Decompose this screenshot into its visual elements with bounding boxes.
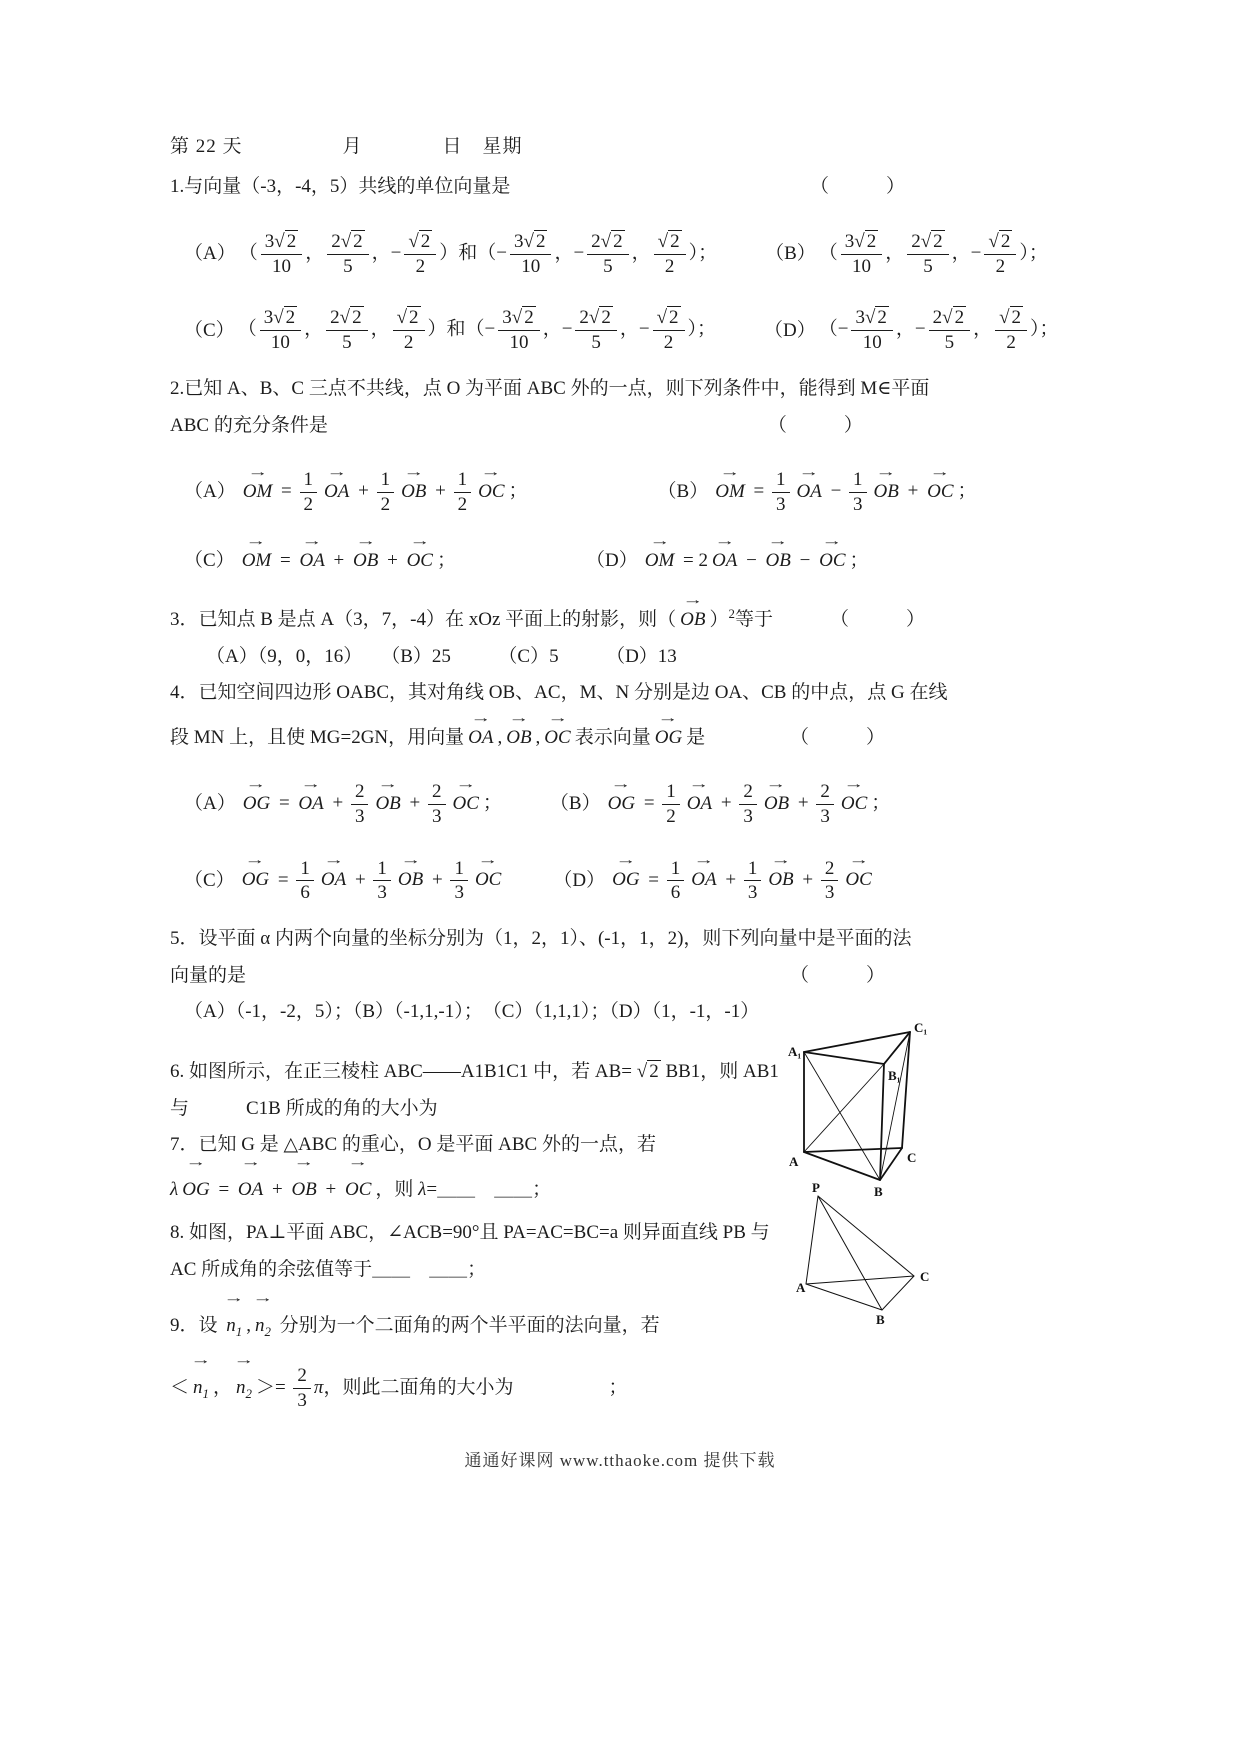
prism-label-c: C: [907, 1150, 917, 1165]
q4-stem-text-2c: 是: [686, 726, 706, 748]
q2-stem-line-1: 2.已知 A、B、C 三点不共线，点 O 为平面 ABC 外的一点，则下列条件中，能得到 M∈平面: [170, 378, 930, 400]
q3-ob-squared-formula: （ → OB ）$^2$: [657, 604, 735, 636]
q4-option-b-label: （B）: [549, 793, 601, 815]
q4-og-vector-formula: → OG: [651, 723, 686, 753]
q2-options-row-1: [170, 459, 1075, 518]
prism-label-a1: A₁: [788, 1044, 802, 1059]
q8-stem-line-2: AC 所成角的余弦值等于＿＿ ＿＿；: [170, 1258, 487, 1280]
q4-stem-line-1: 4．已知空间四边形 OABC，其对角线 OB、AC，M、N 分别是边 OA、CB 的中点，点 G 在线: [170, 682, 948, 704]
q1-option-b-label: （B）: [765, 242, 816, 264]
q7-equation-line: λ → OG = → OA + → OB + → OC ，则 λ=＿＿ ＿＿；: [170, 1167, 1075, 1213]
q9-equation-line: ＜ → $n_1$ ， → $n_2$ ＞= $\frac{2}{3}$ π，则此二面角的大小为 ；: [170, 1365, 1075, 1412]
q4-option-d-label: （D）: [553, 869, 606, 891]
q4-option-a-label: （A）: [184, 793, 236, 815]
q1-option-a-label: （A）: [184, 242, 236, 264]
q1-option-c-formula: （ $\frac{3√ 2}{10}$ ， $\frac{2√ 2}{5}$ ， $\frac{√ 2}{2}$ ）和（− $\frac{3√ 2}{10}$ ，− $\frac{2√ 2}{5}$ ，− $\frac{√ 2}{2}$ ）；: [237, 307, 717, 354]
prism-label-c1: C₁: [914, 1020, 928, 1035]
q4-stem-row-2: [170, 715, 1075, 753]
q4-options-row-1: [170, 771, 1075, 830]
q8-stem-line-1: 8. 如图，PA⊥平面 ABC，∠ACB=90°且 PA=AC=BC=a 则异面直线 PB 与: [170, 1222, 770, 1244]
tetra-label-a: A: [796, 1280, 806, 1295]
q6-stem-text-1a: 6. 如图所示，在正三棱柱 ABC——A1B1C1 中，若 AB=: [170, 1061, 632, 1083]
q2-options-row-2: [170, 536, 1075, 578]
q4-stem-text-2b: 表示向量: [574, 726, 651, 748]
q6-stem-line-2: 与 C1B 所成的角的大小为: [170, 1097, 438, 1119]
q2-stem-text-2: ABC 的充分条件是: [170, 414, 328, 436]
q8-tetrahedron-figure: [796, 1182, 946, 1326]
q4-option-c-formula: → OG = $\frac{1}{6}$ → OA + $\frac{1}{3}$ → OB + $\frac{1}{3}$ → OC: [238, 858, 506, 905]
q1-options-row-1: [170, 221, 1075, 280]
q4-option-a-formula: → OG = → OA + $\frac{2}{3}$ → OB + $\frac{2}{3}$ → OC ；: [239, 781, 502, 828]
q7-stem-line-1: 7．已知 G 是 △ABC 的重心，O 是平面 ABC 外的一点，若: [170, 1134, 656, 1156]
q3-stem-text-2: 等于: [734, 609, 773, 631]
q4-option-b-formula: → OG = $\frac{1}{2}$ → OA + $\frac{2}{3}$ → OB + $\frac{2}{3}$ → OC ；: [604, 781, 891, 828]
q5-options-line: （A）（-1，-2，5）；（B）（-1,1,-1）； （C）（1,1,1）；（D）（1，-1，-1）: [184, 1001, 760, 1023]
q1-option-d-formula: （− $\frac{3√ 2}{10}$ ，− $\frac{2√ 2}{5}$ ， $\frac{√ 2}{2}$ ）；: [818, 307, 1059, 354]
q1-options-row-2: [170, 297, 1075, 356]
page-footer: 通通好课网 www.tthaoke.com 提供下载: [464, 1451, 776, 1470]
q1-stem-text: 1.与向量（-3，-4，5）共线的单位向量是: [170, 176, 511, 198]
q5-answer-bracket: （ ）: [789, 964, 885, 986]
q1-stem-row: [170, 172, 1075, 202]
q3-options-line: （A）（9，0，16） （B）25 （C）5 （D）13: [206, 645, 677, 667]
q4-answer-bracket: （ ）: [789, 726, 885, 748]
q2-option-b-label: （B）: [657, 481, 709, 503]
q2-option-d-formula: → OM = 2 → OA − → OB − → OC ；: [641, 546, 869, 576]
q2-option-a-formula: → OM = $\frac{1}{2}$ → OA + $\frac{1}{2}$ → OB + $\frac{1}{2}$ → OC ；: [239, 469, 528, 516]
q4-basis-vectors-formula: → OA , → OB , → OC: [464, 723, 575, 753]
tetra-label-c: C: [920, 1269, 930, 1284]
tetra-label-p: P: [812, 1182, 820, 1195]
q4-option-d-formula: → OG = $\frac{1}{6}$ → OA + $\frac{1}{3}$ → OB + $\frac{2}{3}$ → OC: [608, 858, 876, 905]
q5-stem-row-2: [170, 961, 1075, 991]
q1-option-a-formula: （ $\frac{3√ 2}{10}$ ， $\frac{2√ 2}{5}$ ，− $\frac{√ 2}{2}$ ）和（− $\frac{3√ 2}{10}$ ，− $\frac{2√ 2}{5}$ ， $\frac{√ 2}{2}$ ）；: [238, 230, 718, 277]
q5-stem-text-2: 向量的是: [170, 964, 247, 986]
q4-stem-text-2a: 段 MN 上，且使 MG=2GN，用向量: [170, 726, 465, 748]
q2-option-c-formula: → OM = → OA + → OB + → OC ；: [238, 546, 456, 576]
q9-stem-line-1: 9．设 → $n_1$ , → $n_2$ 分别为一个二面角的两个半平面的法向量，若: [170, 1303, 1075, 1349]
q2-stem-row-2: [170, 411, 1075, 441]
q5-stem-line-1: 5．设平面 α 内两个向量的坐标分别为（1，2，1）、(-1，1，2)，则下列向量中是平面的法: [170, 928, 912, 950]
prism-label-a: A: [789, 1154, 799, 1169]
q4-option-c-label: （C）: [184, 869, 235, 891]
prism-label-b: B: [874, 1184, 883, 1199]
q1-option-d-label: （D）: [764, 319, 816, 341]
q4-options-row-2: [170, 848, 1075, 907]
q1-option-b-formula: （ $\frac{3√ 2}{10}$ ， $\frac{2√ 2}{5}$ ，− $\frac{√ 2}{2}$ ）；: [818, 230, 1048, 277]
q2-option-c-label: （C）: [184, 549, 235, 571]
q3-stem-row: [170, 596, 1075, 636]
q3-stem-text-1: 3．已知点 B 是点 A（3，7，-4）在 xOz 平面上的射影，则: [170, 609, 658, 631]
prism-label-b1: B₁: [888, 1068, 901, 1083]
q6-prism-figure: [788, 1018, 940, 1200]
tetra-label-b: B: [876, 1312, 885, 1326]
q6-sqrt2-formula: √ 2: [636, 1061, 659, 1083]
q1-option-c-label: （C）: [184, 319, 235, 341]
q2-answer-bracket: （ ）: [767, 414, 863, 436]
page-header: 第 22 天 月 日 星期: [170, 136, 523, 157]
q6-stem-text-1b: BB1，则 AB1: [665, 1061, 779, 1083]
q1-answer-bracket: （ ）: [809, 176, 905, 198]
q2-option-a-label: （A）: [184, 481, 236, 503]
q3-answer-bracket: （ ）: [829, 609, 925, 631]
q2-option-d-label: （D）: [585, 549, 638, 571]
q2-option-b-formula: → OM = $\frac{1}{3}$ → OA − $\frac{1}{3}$ → OB + → OC ；: [711, 469, 976, 516]
